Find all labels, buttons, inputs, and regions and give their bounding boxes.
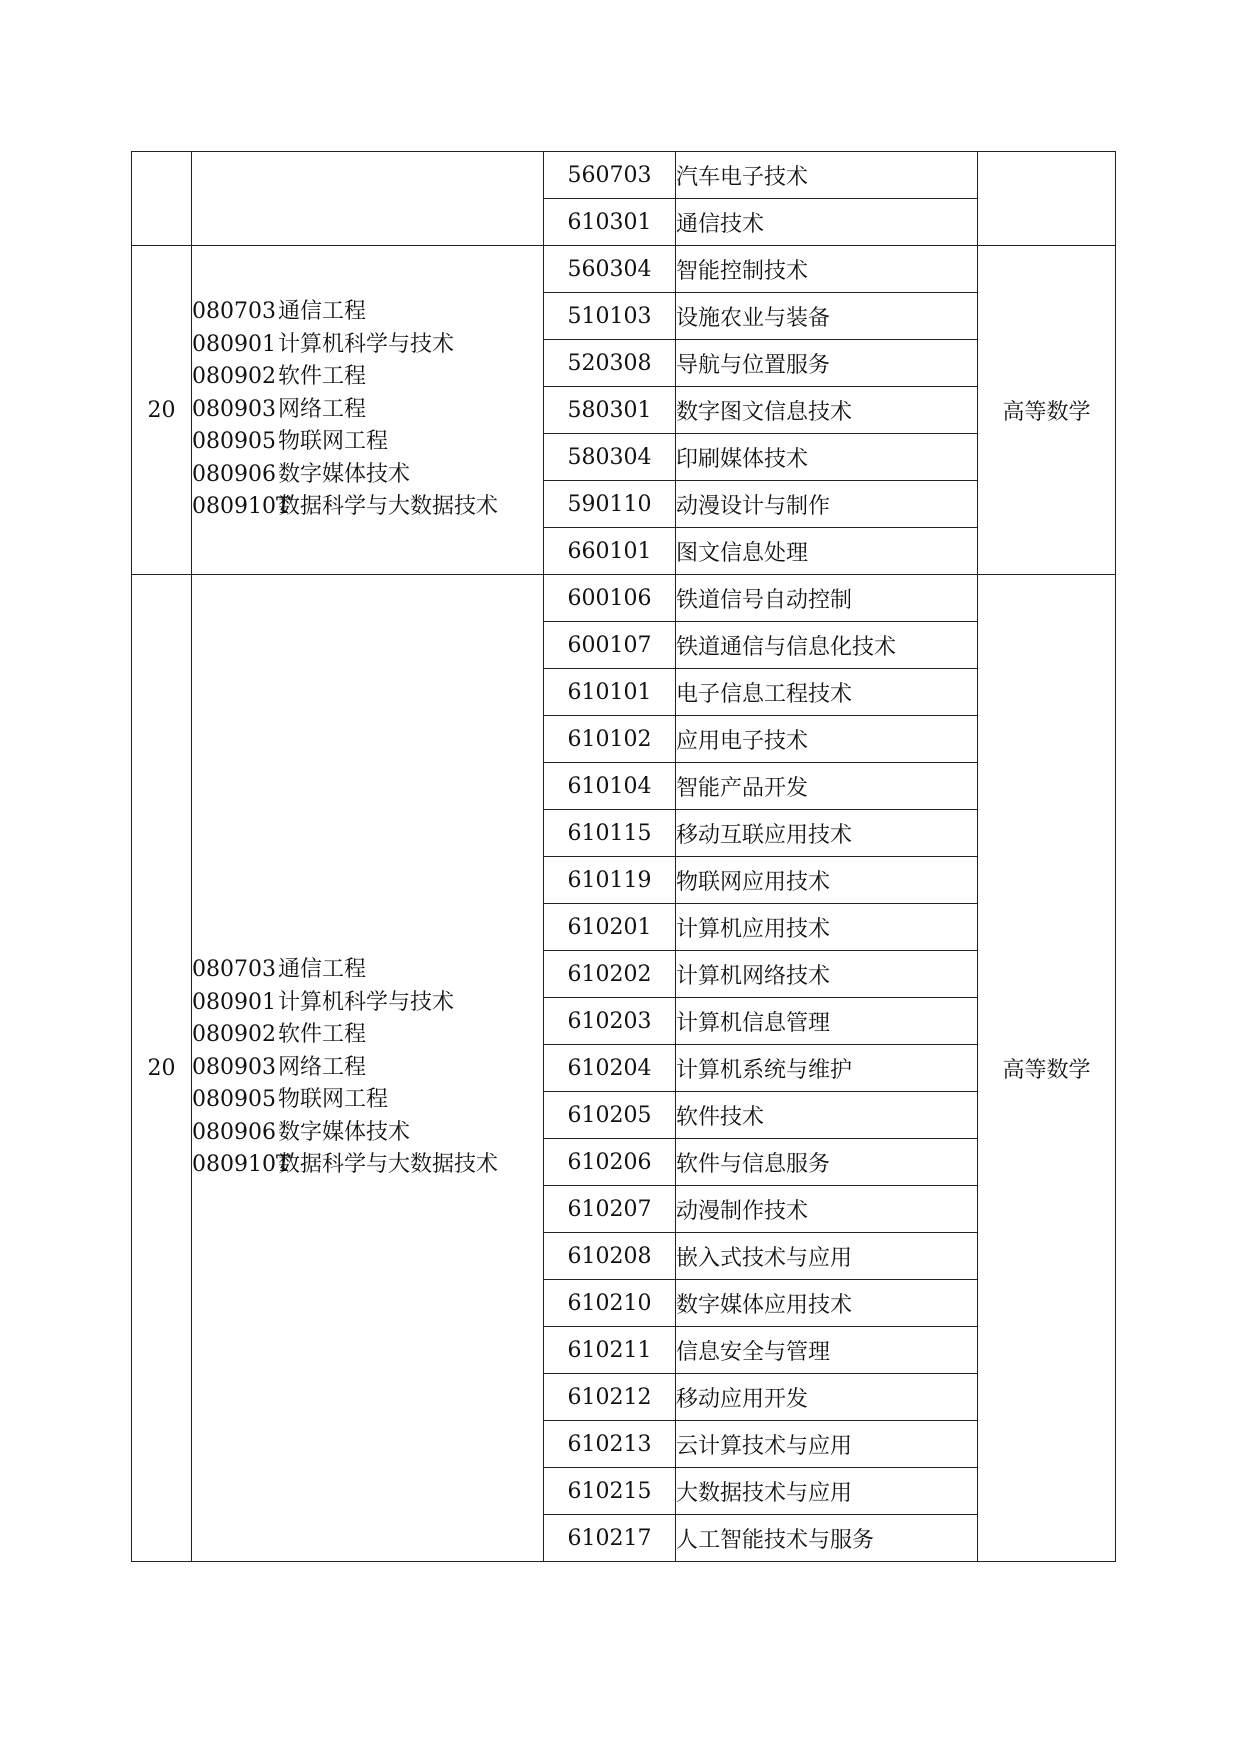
program-name-cell: 信息安全与管理 [676, 1327, 978, 1374]
program-name-cell: 应用电子技术 [676, 716, 978, 763]
undergrad-majors-cell [192, 152, 544, 246]
program-name-cell: 物联网应用技术 [676, 857, 978, 904]
program-name-cell: 动漫设计与制作 [676, 481, 978, 528]
major-line [192, 459, 543, 492]
major-code: 080910T [192, 494, 291, 520]
group-index-cell [132, 152, 192, 246]
major-code: 080905 [192, 429, 276, 455]
major-code: 080703 [192, 299, 276, 325]
major-code: 080902 [192, 364, 276, 390]
major-line [192, 1149, 543, 1182]
program-name-cell: 计算机系统与维护 [676, 1045, 978, 1092]
program-code-cell: 610208 [544, 1233, 676, 1280]
major-line [192, 426, 543, 459]
major-code: 080901 [192, 989, 276, 1015]
major-name: 物联网工程 [278, 429, 389, 455]
group-index-cell: 20 [132, 246, 192, 575]
program-name-cell: 汽车电子技术 [676, 152, 978, 199]
program-code-cell: 610215 [544, 1468, 676, 1515]
program-code-cell: 590110 [544, 481, 676, 528]
major-line [192, 987, 543, 1020]
program-name-cell: 铁道通信与信息化技术 [676, 622, 978, 669]
major-line [192, 491, 543, 524]
program-code-cell: 580304 [544, 434, 676, 481]
major-name: 网络工程 [278, 396, 367, 422]
major-name: 软件工程 [278, 1022, 367, 1048]
program-code-cell: 610210 [544, 1280, 676, 1327]
program-code-cell: 610104 [544, 763, 676, 810]
program-code-cell: 600107 [544, 622, 676, 669]
table-row [132, 575, 1116, 622]
major-name: 物联网工程 [278, 1087, 389, 1113]
major-line [192, 296, 543, 329]
program-code-cell: 610301 [544, 199, 676, 246]
program-name-cell: 计算机应用技术 [676, 904, 978, 951]
program-code-cell: 610119 [544, 857, 676, 904]
program-code-cell: 610115 [544, 810, 676, 857]
program-name-cell: 智能产品开发 [676, 763, 978, 810]
program-name-cell: 云计算技术与应用 [676, 1421, 978, 1468]
program-code-cell: 610205 [544, 1092, 676, 1139]
major-code: 080903 [192, 1054, 276, 1080]
major-name: 通信工程 [278, 299, 367, 325]
major-code: 080905 [192, 1087, 276, 1113]
major-name: 软件工程 [278, 364, 367, 390]
major-name: 通信工程 [278, 957, 367, 983]
major-line [192, 1052, 543, 1085]
program-name-cell: 电子信息工程技术 [676, 669, 978, 716]
table-row [132, 246, 1116, 293]
table-row [132, 152, 1116, 199]
program-code-cell: 610101 [544, 669, 676, 716]
program-name-cell: 计算机信息管理 [676, 998, 978, 1045]
major-line [192, 394, 543, 427]
major-code: 080902 [192, 1022, 276, 1048]
major-line [192, 1117, 543, 1150]
program-name-cell: 导航与位置服务 [676, 340, 978, 387]
program-name-cell: 计算机网络技术 [676, 951, 978, 998]
program-name-cell: 人工智能技术与服务 [676, 1515, 978, 1562]
program-code-cell: 610212 [544, 1374, 676, 1421]
major-mapping-table [131, 151, 1116, 1562]
major-line [192, 1019, 543, 1052]
major-line [192, 361, 543, 394]
major-line [192, 329, 543, 362]
program-name-cell: 移动应用开发 [676, 1374, 978, 1421]
program-name-cell: 设施农业与装备 [676, 293, 978, 340]
major-name: 数据科学与大数据技术 [278, 1152, 499, 1178]
program-name-cell: 数字图文信息技术 [676, 387, 978, 434]
major-name: 计算机科学与技术 [278, 989, 455, 1015]
group-index-cell: 20 [132, 575, 192, 1562]
program-code-cell: 560304 [544, 246, 676, 293]
program-code-cell: 600106 [544, 575, 676, 622]
program-code-cell: 610211 [544, 1327, 676, 1374]
undergrad-majors-cell [192, 246, 544, 575]
major-name: 计算机科学与技术 [278, 331, 455, 357]
program-code-cell: 610217 [544, 1515, 676, 1562]
exam-subject-cell: 高等数学 [978, 246, 1116, 575]
program-name-cell: 数字媒体应用技术 [676, 1280, 978, 1327]
program-code-cell: 610202 [544, 951, 676, 998]
major-code: 080703 [192, 957, 276, 983]
table-body [132, 152, 1116, 1562]
program-code-cell: 610201 [544, 904, 676, 951]
program-code-cell: 610206 [544, 1139, 676, 1186]
program-code-cell: 660101 [544, 528, 676, 575]
major-name: 数字媒体技术 [278, 1119, 411, 1145]
program-name-cell: 软件技术 [676, 1092, 978, 1139]
program-code-cell: 610203 [544, 998, 676, 1045]
program-name-cell: 嵌入式技术与应用 [676, 1233, 978, 1280]
program-code-cell: 510103 [544, 293, 676, 340]
major-line [192, 1084, 543, 1117]
program-code-cell: 610102 [544, 716, 676, 763]
major-code: 080901 [192, 331, 276, 357]
major-code: 080903 [192, 396, 276, 422]
program-name-cell: 印刷媒体技术 [676, 434, 978, 481]
exam-subject-cell: 高等数学 [978, 575, 1116, 1562]
major-code: 080910T [192, 1152, 291, 1178]
program-name-cell: 大数据技术与应用 [676, 1468, 978, 1515]
program-code-cell: 560703 [544, 152, 676, 199]
program-code-cell: 580301 [544, 387, 676, 434]
program-code-cell: 610207 [544, 1186, 676, 1233]
major-line [192, 954, 543, 987]
major-code: 080906 [192, 461, 276, 487]
program-name-cell: 移动互联应用技术 [676, 810, 978, 857]
program-name-cell: 铁道信号自动控制 [676, 575, 978, 622]
undergrad-majors-cell [192, 575, 544, 1562]
exam-subject-cell [978, 152, 1116, 246]
major-name: 数据科学与大数据技术 [278, 494, 499, 520]
major-name: 网络工程 [278, 1054, 367, 1080]
program-name-cell: 图文信息处理 [676, 528, 978, 575]
program-name-cell: 动漫制作技术 [676, 1186, 978, 1233]
program-name-cell: 智能控制技术 [676, 246, 978, 293]
program-name-cell: 软件与信息服务 [676, 1139, 978, 1186]
program-name-cell: 通信技术 [676, 199, 978, 246]
major-name: 数字媒体技术 [278, 461, 411, 487]
program-code-cell: 610213 [544, 1421, 676, 1468]
program-code-cell: 610204 [544, 1045, 676, 1092]
program-code-cell: 520308 [544, 340, 676, 387]
major-code: 080906 [192, 1119, 276, 1145]
